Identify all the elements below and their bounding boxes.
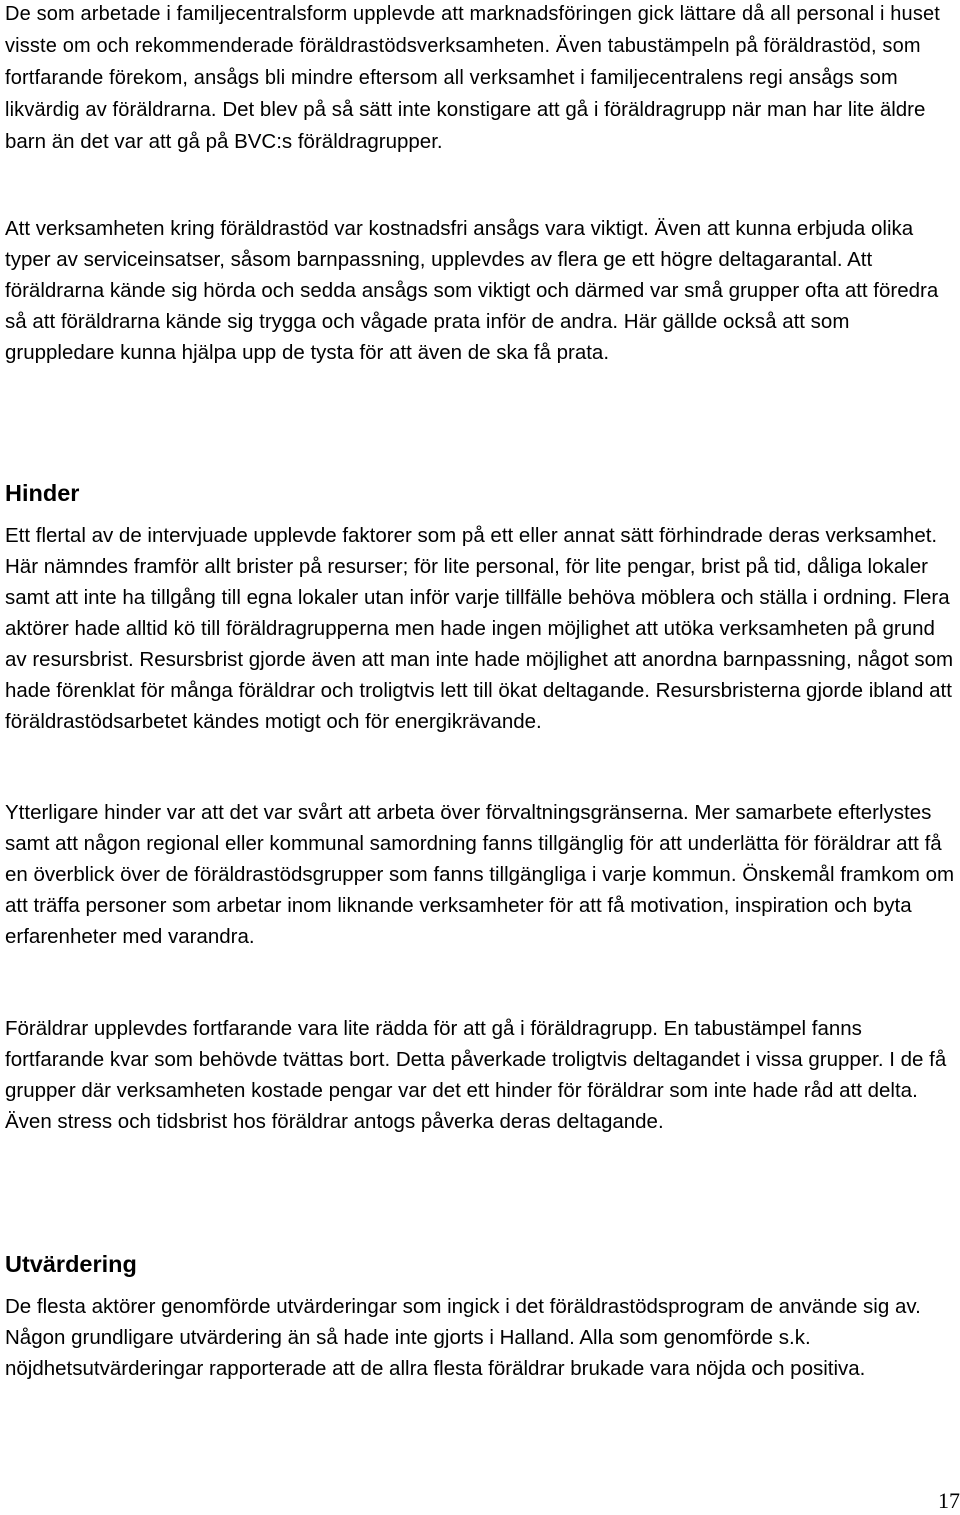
paragraph-hinder-tabu: Föräldrar upplevdes fortfarande vara lite rädda för att gå i föräldragrupp. En tabustämpel fanns fortfarande kvar som behövde tvättas bort. Detta påverkade troligtvis deltagandet i vissa grupper. I de få grupper där verksamheten kostade pengar var det ett hinder för föräldrar som inte hade råd att delta. Även stress och tidsbrist hos föräldrar antogs påverka deras deltagande. bbox=[5, 1017, 947, 1133]
paragraph-kostnadsfri: Att verksamheten kring föräldrastöd var kostnadsfri ansågs vara viktigt. Även att kunna erbjuda olika typer av serviceinsatser, såsom barnpassning, upplevdes av flera ge ett högre deltagarantal. Att föräldrarna kände sig hörda och sedda ansågs som viktigt och därmed var små grupper ofta att föredra så att föräldrarna kände sig trygga och vågade prata inför de andra. Här gällde också att som gruppledare kunna hjälpa upp de tysta för att även de ska få prata. bbox=[5, 217, 939, 364]
paragraph-utvardering: De flesta aktörer genomförde utvärderingar som ingick i det föräldrastödsprogram de använde sig av. Någon grundligare utvärdering än så hade inte gjorts i Halland. Alla som genomförde s.k. nöjdhetsutvärderingar rapporterade att de allra flesta föräldrar brukade vara nöjda och positiva. bbox=[5, 1295, 921, 1380]
paragraph-familjecentral-part1: De som arbetade i familjecentralsform upplevde att marknadsföringen gick lättare då all personal i huset visste om och rekommenderade föräldrastödsverksamheten. Även tabustämpeln på föräldrastöd, som fortfarande förekom, ansågs bli mindre eftersom all verksamhet i familjecentralens regi ansågs som likvärdig av föräldrarna. bbox=[5, 3, 940, 121]
page-number: 17 bbox=[938, 1488, 960, 1513]
paragraph-hinder-resurser: Ett flertal av de intervjuade upplevde faktorer som på ett eller annat sätt förhindrade deras verksamhet. Här nämndes framför allt brister på resurser; för lite personal, för lite pengar, brist på tid, dåliga lokaler samt att inte ha tillgång till egna lokaler utan inför varje tillfälle behöva möblera och ställa i ordning. Flera aktörer hade alltid kö till föräldragrupperna men hade ingen möjlighet att utöka verksamheten på grund av resursbrist. Resursbrist gjorde även att man inte hade möjlighet att anordna barnpassning, något som hade förenklat för många föräldrar och troligtvis lett till ökat deltagande. Resursbristerna gjorde ibland att föräldrastödsarbetet kändes motigt och för energikrävande. bbox=[5, 524, 954, 733]
paragraph-familjecentral-part2: Det blev på så sätt inte konstigare att gå i föräldragrupp när man har lite äldre barn än det var att gå på BVC:s föräldragrupper. bbox=[5, 98, 926, 153]
paragraph-familjecentral bbox=[5, 0, 957, 157]
heading-utvardering: Utvärdering bbox=[5, 1251, 137, 1277]
heading-hinder: Hinder bbox=[5, 480, 80, 506]
paragraph-hinder-samarbete: Ytterligare hinder var att det var svårt att arbeta över förvaltningsgränserna. Mer samarbete efterlystes samt att någon regional eller kommunal samordning fanns tillgänglig för att underlätta för föräldrar att få en överblick över de föräldrastödsgrupper som fanns tillgängliga i varje kommun. Önskemål framkom om att träffa personer som arbetar inom liknande verksamheter för att få motivation, inspiration och byta erfarenheter med varandra. bbox=[5, 801, 955, 948]
